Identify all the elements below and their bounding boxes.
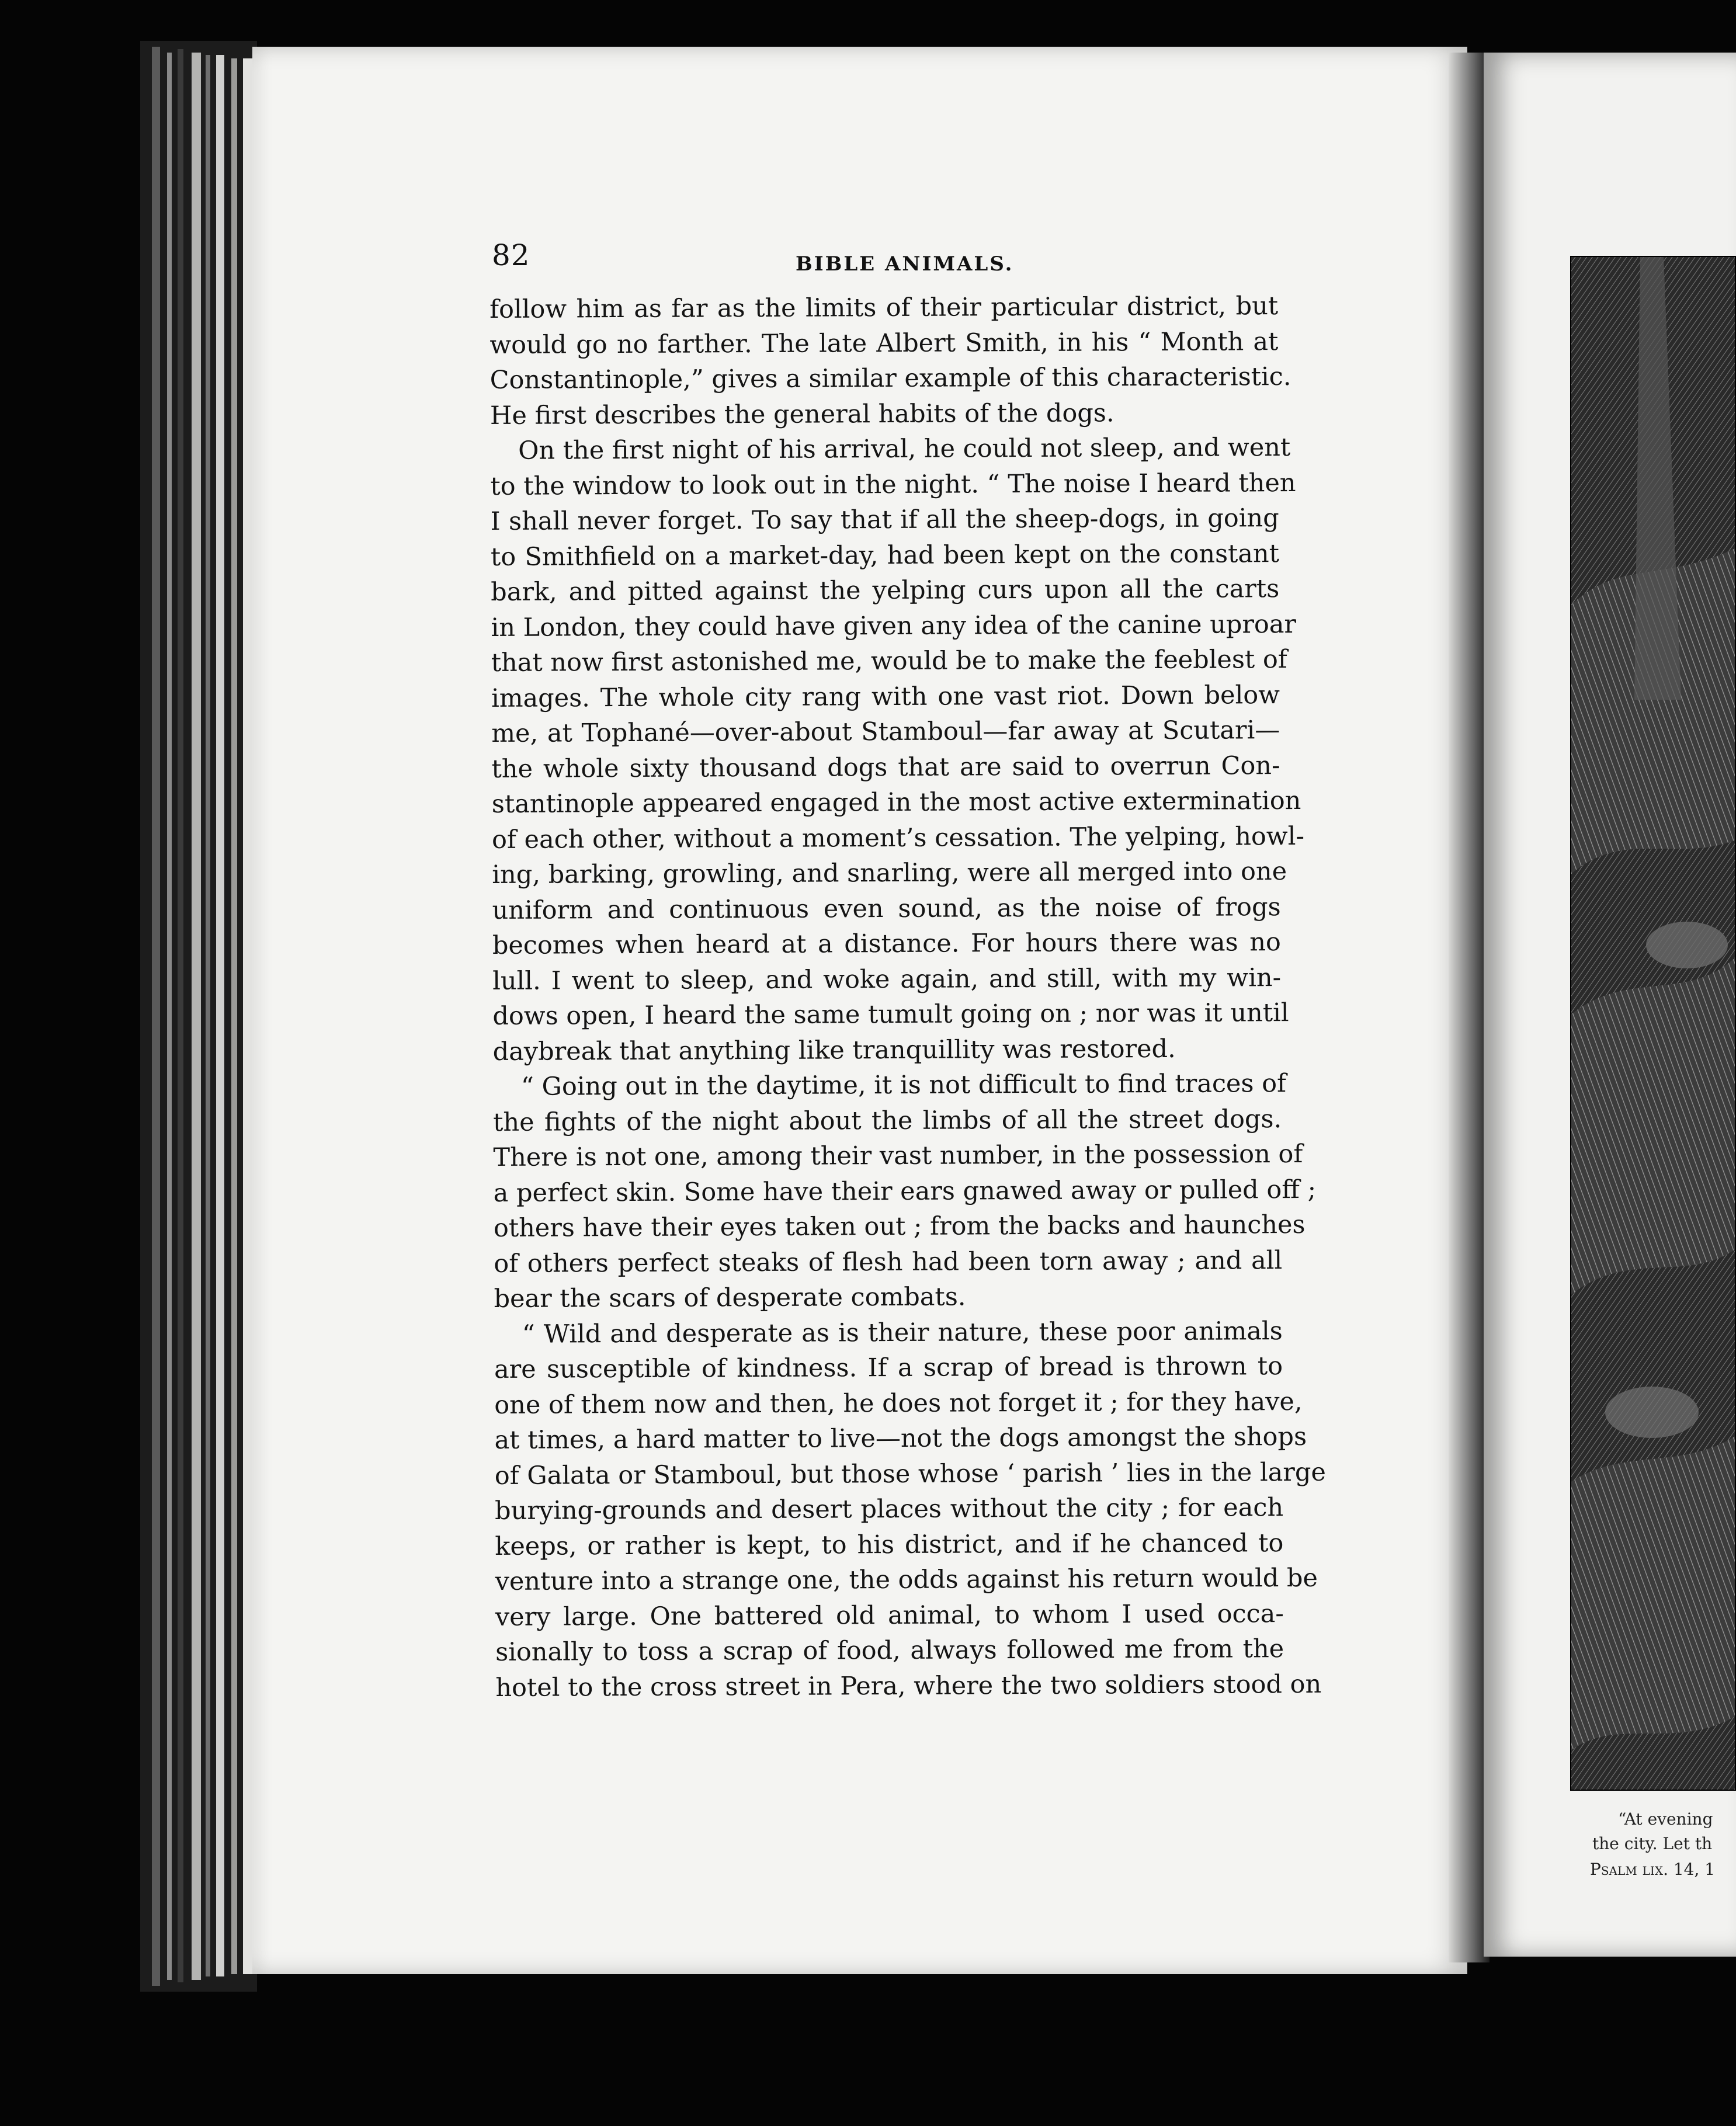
text-line: the fights of the night about the limbs of all the street dogs. xyxy=(493,1104,1282,1137)
text-line: are susceptible of kindness. If a scrap of bread is thrown to xyxy=(494,1352,1283,1384)
text-line: at times, a hard matter to live—not the dogs amongst the shops xyxy=(494,1422,1307,1455)
text-line: of others perfect steaks of flesh had been torn away ; and all xyxy=(494,1245,1283,1279)
text-line: “ Going out in the daytime, it is not difficult to find traces of xyxy=(520,1069,1287,1102)
text-line: one of them now and then, he does not forget it ; for they have, xyxy=(494,1387,1303,1420)
text-line: to Smithfield on a market-day, had been kept on the constant xyxy=(490,539,1280,572)
book-edge xyxy=(140,41,257,1992)
text-line: hotel to the cross street in Pera, where the two soldiers stood on xyxy=(495,1669,1322,1703)
text-line: dows open, I heard the same tumult going on ; nor was it until xyxy=(492,998,1289,1031)
text-line: On the first night of his arrival, he could not sleep, and went xyxy=(518,433,1291,466)
text-line: uniform and continuous even sound, as the noise of frogs xyxy=(492,892,1281,925)
text-line: There is not one, among their vast number, in the possession of xyxy=(493,1139,1303,1172)
text-line: me, at Tophané—over-about Stamboul—far away at Scutari— xyxy=(491,715,1280,748)
page-number: 82 xyxy=(492,238,530,272)
text-line: sionally to toss a scrap of food, always followed me from the xyxy=(495,1634,1284,1667)
text-line: Constantinople,” gives a similar example of this characteristic. xyxy=(489,362,1291,395)
text-line: daybreak that anything like tranquillity was restored. xyxy=(492,1034,1176,1067)
text-line: lull. I went to sleep, and woke again, and still, with my win- xyxy=(492,963,1282,996)
text-line: keeps, or rather is kept, to his district, and if he chanced to xyxy=(495,1528,1284,1561)
text-line: “ Wild and desperate as is their nature, these poor animals xyxy=(522,1316,1283,1349)
text-line: very large. One battered old animal, to whom I used occa- xyxy=(495,1599,1284,1632)
caption-line-2: the city. Let th xyxy=(1592,1834,1713,1853)
text-line: He first describes the general habits of the dogs. xyxy=(489,398,1114,430)
text-line: ing, barking, growling, and snarling, were all merged into one xyxy=(492,857,1287,890)
text-line: venture into a strange one, the odds against his return would be xyxy=(495,1563,1318,1596)
text-line: stantinople appeared engaged in the most active extermination xyxy=(491,786,1301,819)
text-line: of each other, without a moment’s cessation. The yelping, howl- xyxy=(491,821,1305,854)
engraving-illustration xyxy=(1570,256,1736,1791)
caption-line-1: “At evening xyxy=(1618,1809,1713,1829)
text-line: burying-grounds and desert places without the city ; for each xyxy=(494,1493,1284,1526)
text-line: that now first astonished me, would be to make the feeblest of xyxy=(491,645,1287,678)
caption-line-3: Psalm lix. 14, 1 xyxy=(1590,1860,1716,1879)
text-line: I shall never forget. To say that if all the sheep-dogs, in going xyxy=(490,503,1279,536)
text-line: follow him as far as the limits of their particular district, but xyxy=(489,291,1279,324)
text-line: would go no farther. The late Albert Smith, in his “ Month at xyxy=(489,326,1279,360)
text-line: a perfect skin. Some have their ears gnawed away or pulled off ; xyxy=(493,1175,1317,1208)
running-head: BIBLE ANIMALS. xyxy=(796,252,1014,276)
text-line: bear the scars of desperate combats. xyxy=(494,1282,966,1314)
text-line: images. The whole city rang with one vast riot. Down below xyxy=(491,680,1280,713)
text-line: the whole sixty thousand dogs that are said to overrun Con- xyxy=(491,751,1280,784)
text-line: in London, they could have given any idea of the canine uproar xyxy=(491,609,1297,642)
text-line: of Galata or Stamboul, but those whose ‘ parish ’ lies in the large xyxy=(494,1457,1327,1491)
text-line: to the window to look out in the night. “ The noise I heard then xyxy=(490,468,1296,501)
text-line: becomes when heard at a distance. For hours there was no xyxy=(492,927,1281,960)
text-line: others have their eyes taken out ; from the backs and haunches xyxy=(493,1210,1306,1243)
text-line: bark, and pitted against the yelping curs upon all the carts xyxy=(491,574,1280,607)
body-text xyxy=(489,289,1327,1705)
